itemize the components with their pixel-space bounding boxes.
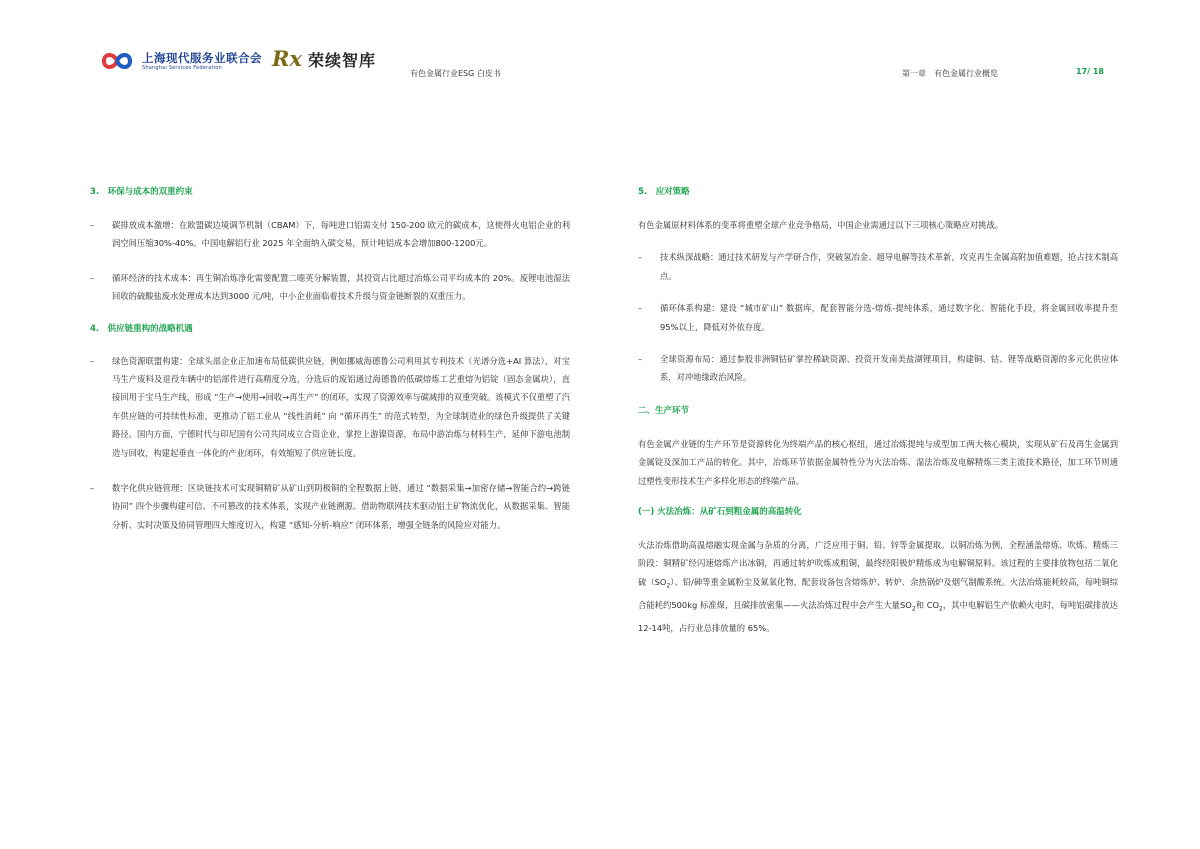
- chapter-title: 第一章 有色金属行业概览: [902, 69, 998, 78]
- list-item: – 循环体系构建：建设 “城市矿山” 数据库，配套智能分选-熔炼-提纯体系，通过数字化、智能化手段，将金属回收率提升至 95%以上，降低对外依存度。: [638, 299, 1118, 336]
- list-item: – 技术纵深战略：通过技术研发与产学研合作，突破氢冶金、超导电解等技术革新，攻克再生金属高附加值难题，抢占技术制高点。: [638, 248, 1118, 285]
- paragraph-text: 和 CO: [915, 599, 940, 610]
- paragraph-text: ，其中电解铝生产依赖火电时，每吨铝碳排放达 12-14吨，占行业总排放量的 65%。: [638, 599, 1118, 633]
- shanghai-services-federation-logo: [100, 48, 262, 74]
- paragraph: 有色金属原材料体系的变革将重塑全球产业竞争格局，中国企业需通过以下三项核心策略应对挑战。: [638, 220, 1004, 230]
- subsection-heading: (一) 火法冶炼：从矿石到粗金属的高温转化: [638, 507, 802, 518]
- list-item: – 数字化供应链管理：区块链技术可实现铜精矿从矿山到阴极铜的全程数据上链，通过 “数据采集→加密存储→智能合约→跨链协同” 四个步骤构建可信、不可篡改的技术体系，实现产业链溯源。借助物联网技术驱动铝土矿物流优化，从数据采集、智能分析、实时决策及协同管理四大维度切入，构建 “感知-分析-响应” 闭环体系，增强全链条的风险应对能力。: [90, 479, 570, 534]
- left-column: [90, 186, 570, 534]
- paragraph: [638, 536, 1118, 637]
- paragraph-text: 火法冶炼借助高温熔融实现金属与杂质的分离，广泛应用于铜、铅、锌等金属提取。以铜冶炼为例，全程涵盖熔炼、吹炼、精炼三阶段：铜精矿经闪速熔炼产出冰铜，再通过转炉吹炼成粗铜，最终经阳极炉精炼成为电解铜原料。该过程的主要排放物包括二氧化硫（SO: [638, 540, 1118, 587]
- page-header: [0, 0, 1200, 90]
- subscript: 2: [666, 582, 671, 590]
- rongxu-think-tank-logo: [272, 47, 376, 71]
- think-tank-name: 荣续智库: [307, 50, 376, 70]
- document-title: 有色金属行业ESG 白皮书: [410, 69, 501, 78]
- list-item: – 循环经济的技术成本：再生铜冶炼净化需要配置二噁英分解装置，其投资占比超过冶炼公司平均成本的 20%。废锂电池湿法回收的硫酸盐废水处理成本达到3000 元/吨，中小企业面临着技术升级与资金链断裂的双重压力。: [90, 269, 570, 306]
- right-column: [638, 186, 1118, 637]
- rx-logo-mark: Rx: [272, 46, 302, 71]
- subscript: 2: [911, 605, 916, 613]
- federation-emblem-icon: [100, 48, 134, 74]
- federation-name-cn: 上海现代服务业联合会: [142, 50, 262, 65]
- list-item: – 全球资源布局：通过参股非洲铜钴矿掌控稀缺资源、投资开发南美盐湖锂项目，构建铜、钴、锂等战略资源的多元化供应体系，对冲地缘政治风险。: [638, 350, 1118, 387]
- paragraph-text: ）、铅/砷等重金属粉尘及氮氧化物，配套设备包含熔炼炉、转炉、余热锅炉及烟气制酸系统。火法冶炼能耗较高，每吨铜综合能耗约500kg 标准煤，且碳排放密集——火法冶炼过程中会产生大量SO: [638, 576, 1118, 610]
- list-item: – 绿色资源联盟构建：全球头部企业正加速布局低碳供应链，例如挪威海德鲁公司利用其专利技术（光谱分选+AI 算法），对宝马生产废料及退役车辆中的铝部件进行高精度分选，分选后的废铝通过海德鲁的低碳熔炼工艺重熔为铝锭（固态金属块），直接回用于宝马生产线，形成 “生产→使用→回收→再生产” 的闭环，实现了资源效率与碳减排的双重突破。该模式不仅重塑了汽车供应链的可持续性标准，更推动了铝工业从 “线性消耗” 向 “循环再生” 的范式转型，为全球制造业的绿色升级提供了关键路径。国内方面，宁德时代与印尼国有公司共同成立合资企业，掌控上游镍资源，布局中游冶炼与材料生产，延伸下游电池制造与回收，构建起垂直一体化的产业闭环，有效缩短了供应链长度。: [90, 352, 570, 462]
- subscript: 2: [939, 605, 943, 613]
- section-heading: 二、生产环节: [638, 405, 690, 416]
- section-heading: 3. 环保与成本的双重约束: [90, 187, 193, 197]
- page-number: 17/ 18: [1076, 67, 1104, 76]
- federation-name-en: Shanghai Services Federation: [142, 64, 222, 71]
- section-heading: 4. 供应链重构的战略机遇: [90, 323, 193, 334]
- paragraph: 有色金属产业链的生产环节是资源转化为终端产品的核心枢纽，通过冶炼提纯与成型加工两大核心模块，实现从矿石及再生金属到金属锭及深加工产品的转化。其中，冶炼环节依据金属特性分为火法冶炼、湿法冶炼及电解精炼三类主流技术路径，加工环节则通过塑性变形技术生产多样化形态的终端产品。: [638, 438, 1118, 486]
- section-heading: 5. 应对策略: [638, 187, 690, 197]
- list-item: – 碳排放成本激增：在欧盟碳边境调节机制（CBAM）下，每吨进口铝需支付 150-200 欧元的碳成本，这使得火电铝企业的利润空间压缩30%-40%。中国电解铝行业 2025 年全面纳入碳交易，预计吨铝成本会增加800-1200元。: [90, 216, 570, 253]
